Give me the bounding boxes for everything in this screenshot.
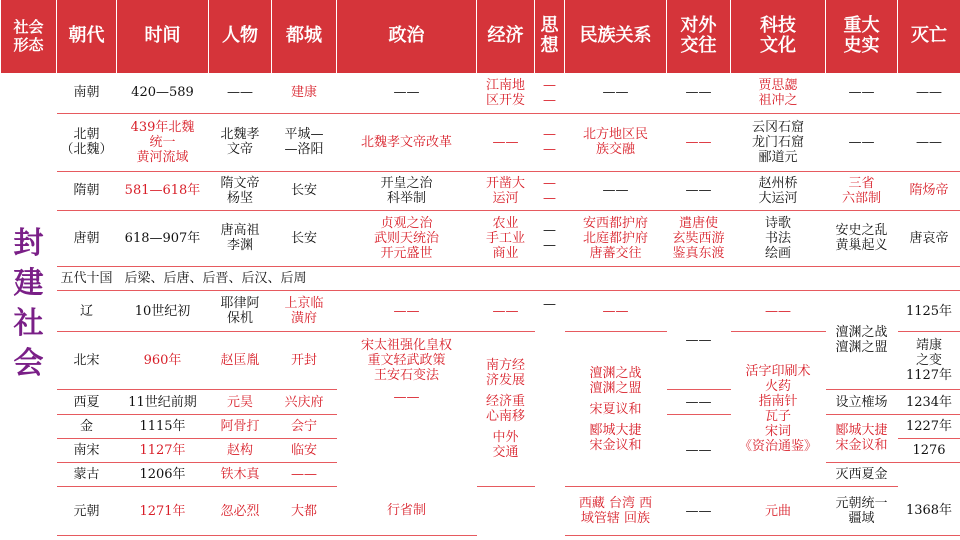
cell-economy-empty xyxy=(477,487,535,536)
cell-culture: 诗歌 书法 绘画 xyxy=(731,210,826,267)
cell-event: 澶渊之战 澶渊之盟 xyxy=(826,291,898,390)
cell-politics: —— xyxy=(393,389,420,405)
cell-thought: — — xyxy=(535,210,565,267)
cell-dynasty: 北宋 xyxy=(57,331,117,390)
cell-fall: 隋炀帝 xyxy=(898,172,960,210)
cell-capital: 临安 xyxy=(272,438,337,462)
cell-person: 忽必烈 xyxy=(209,487,272,536)
table-row xyxy=(1,291,960,331)
table-row xyxy=(1,487,960,536)
cell-dynasty: 南宋 xyxy=(57,438,117,462)
col-header-event: 重大 史实 xyxy=(826,0,898,73)
cell-foreign: 遣唐使 玄奘西游 鉴真东渡 xyxy=(667,210,731,267)
cell-capital: 大都 xyxy=(272,487,337,536)
cell-economy: 江南地 区开发 xyxy=(477,73,535,113)
cell-event: 安史之乱 黄巢起义 xyxy=(826,210,898,267)
cell-capital: 平城— —洛阳 xyxy=(272,113,337,172)
cell-time: 1206年 xyxy=(117,463,209,487)
cell-thought: — — xyxy=(535,113,565,172)
table-row xyxy=(1,172,960,210)
cell-culture-song: 活字印刷术 火药 指南针 瓦子 宋词 《资治通鉴》 xyxy=(731,331,826,487)
cell-fall: 1227年 xyxy=(898,414,960,438)
cell-dynasty: 辽 xyxy=(57,291,117,331)
cell-politics: 贞观之治 武则天统治 开元盛世 xyxy=(337,210,477,267)
cell-capital: 建康 xyxy=(272,73,337,113)
cell-capital: 长安 xyxy=(272,172,337,210)
cell-capital: 长安 xyxy=(272,210,337,267)
cell-fall: —— xyxy=(898,73,960,113)
cell-time: 1115年 xyxy=(117,414,209,438)
cell-thought: — xyxy=(543,297,556,313)
cell-time: 1127年 xyxy=(117,438,209,462)
cell-foreign: —— xyxy=(667,414,731,487)
table-row xyxy=(1,210,960,267)
cell-ethnic: 北方地区民 族交融 xyxy=(565,113,667,172)
cell-dynasty: 西夏 xyxy=(57,390,117,414)
cell-time: 581—618年 xyxy=(117,172,209,210)
cell-event: 郾城大捷 宋金议和 xyxy=(826,414,898,462)
cell-foreign: —— xyxy=(667,487,731,536)
table-row xyxy=(1,331,960,390)
cell-fall: —— xyxy=(898,113,960,172)
cell-capital: 上京临 潢府 xyxy=(272,291,337,331)
col-header-politics: 政治 xyxy=(337,0,477,73)
cell-capital: 开封 xyxy=(272,331,337,390)
col-header-time: 时间 xyxy=(117,0,209,73)
col-header-fall: 灭亡 xyxy=(898,0,960,73)
cell-person: 北魏孝 文帝 xyxy=(209,113,272,172)
cell-fall: 唐哀帝 xyxy=(898,210,960,267)
cell-person: —— xyxy=(209,73,272,113)
cell-time: 618—907年 xyxy=(117,210,209,267)
cell-event: —— xyxy=(826,113,898,172)
cell-foreign: —— xyxy=(667,113,731,172)
cell-person: 阿骨打 xyxy=(209,414,272,438)
cell-time: 439年北魏 统一 黄河流域 xyxy=(117,113,209,172)
col-header-capital: 都城 xyxy=(272,0,337,73)
cell-person: 隋文帝 杨坚 xyxy=(209,172,272,210)
cell-foreign: —— xyxy=(667,390,731,414)
col-header-person: 人物 xyxy=(209,0,272,73)
cell-culture: —— xyxy=(731,291,826,331)
cell-thought: — — xyxy=(535,172,565,210)
cell-dynasty: 北朝 （北魏） xyxy=(57,113,117,172)
cell-politics: —— xyxy=(337,73,477,113)
col-header-social-form: 社会 形态 xyxy=(1,0,57,73)
cell-politics: 宋太祖强化皇权 重文轻武政策 王安石变法 xyxy=(360,338,452,384)
cell-ethnic: 安西都护府 北庭都护府 唐蕃交往 xyxy=(565,210,667,267)
cell-ethnic: —— xyxy=(565,172,667,210)
cell-event: 三省 六部制 xyxy=(826,172,898,210)
cell-ethnic: —— xyxy=(565,73,667,113)
cell-politics: 北魏孝文帝改革 xyxy=(337,113,477,172)
col-header-dynasty: 朝代 xyxy=(57,0,117,73)
cell-politics: 行省制 xyxy=(337,487,477,536)
cell-time: 10世纪初 xyxy=(117,291,209,331)
cell-event: 灭西夏金 xyxy=(826,463,898,487)
cell-foreign: —— xyxy=(667,73,731,113)
cell-capital: —— xyxy=(272,463,337,487)
cell-thought: — — xyxy=(535,73,565,113)
cell-fall: 1125年 xyxy=(898,291,960,331)
cell-dynasty: 唐朝 xyxy=(57,210,117,267)
cell-person: 元昊 xyxy=(209,390,272,414)
table-row xyxy=(1,73,960,113)
cell-dynasty: 金 xyxy=(57,414,117,438)
cell-dynasty: 隋朝 xyxy=(57,172,117,210)
cell-politics: —— xyxy=(337,291,477,331)
cell-event: 设立榷场 xyxy=(826,390,898,414)
cell-culture: 元曲 xyxy=(731,487,826,536)
cell-economy: —— xyxy=(477,291,535,331)
cell-dynasty: 五代十国 xyxy=(57,267,117,291)
cell-fall-empty xyxy=(898,463,960,487)
cell-ethnic: —— xyxy=(565,291,667,331)
cell-fall: 1234年 xyxy=(898,390,960,414)
cell-dynasty: 南朝 xyxy=(57,73,117,113)
cell-economy-song: 南方经 济发展 经济重 心南移 中外 交通 xyxy=(477,331,535,487)
cell-person: 耶律阿 保机 xyxy=(209,291,272,331)
cell-person: 唐高祖 李渊 xyxy=(209,210,272,267)
header-row xyxy=(1,0,960,73)
cell-fall: 1276 xyxy=(898,438,960,462)
cell-event: —— xyxy=(826,73,898,113)
col-header-foreign: 对外 交往 xyxy=(667,0,731,73)
cell-person: 赵匡胤 xyxy=(209,331,272,390)
cell-economy: 农业 手工业 商业 xyxy=(477,210,535,267)
cell-time: 11世纪前期 xyxy=(117,390,209,414)
cell-time: 960年 xyxy=(117,331,209,390)
cell-ethnic: 西藏 台湾 西 域管辖 回族 xyxy=(565,487,667,536)
cell-capital: 会宁 xyxy=(272,414,337,438)
cell-person: 赵构 xyxy=(209,438,272,462)
cell-fall: 靖康 之变 1127年 xyxy=(898,331,960,390)
cell-event: 元朝统一 疆域 xyxy=(826,487,898,536)
cell-economy: —— xyxy=(477,113,535,172)
table-row xyxy=(1,113,960,172)
cell-fall: 1368年 xyxy=(898,487,960,536)
table-row xyxy=(1,267,960,291)
cell-culture: 云冈石窟 龙门石窟 郦道元 xyxy=(731,113,826,172)
col-header-thought: 思 想 xyxy=(535,0,565,73)
cell-ethnic-song: 澶渊之战 澶渊之盟 宋夏议和 郾城大捷 宋金议和 xyxy=(565,331,667,487)
cell-culture: 赵州桥 大运河 xyxy=(731,172,826,210)
cell-culture: 贾思勰 祖冲之 xyxy=(731,73,826,113)
cell-politics: 开皇之治 科举制 xyxy=(337,172,477,210)
cell-capital: 兴庆府 xyxy=(272,390,337,414)
col-header-culture: 科技 文化 xyxy=(731,0,826,73)
cell-foreign: —— xyxy=(667,291,731,390)
col-header-economy: 经济 xyxy=(477,0,535,73)
cell-dynasty-list: 后梁、后唐、后晋、后汉、后周 xyxy=(117,267,960,291)
cell-economy: 开凿大 运河 xyxy=(477,172,535,210)
cell-time: 1271年 xyxy=(117,487,209,536)
era-label-feudal: 封 建 社 会 xyxy=(13,226,44,382)
cell-time: 420—589 xyxy=(117,73,209,113)
col-header-ethnic: 民族关系 xyxy=(565,0,667,73)
cell-foreign: —— xyxy=(667,172,731,210)
cell-person: 铁木真 xyxy=(209,463,272,487)
cell-dynasty: 蒙古 xyxy=(57,463,117,487)
cell-dynasty: 元朝 xyxy=(57,487,117,536)
